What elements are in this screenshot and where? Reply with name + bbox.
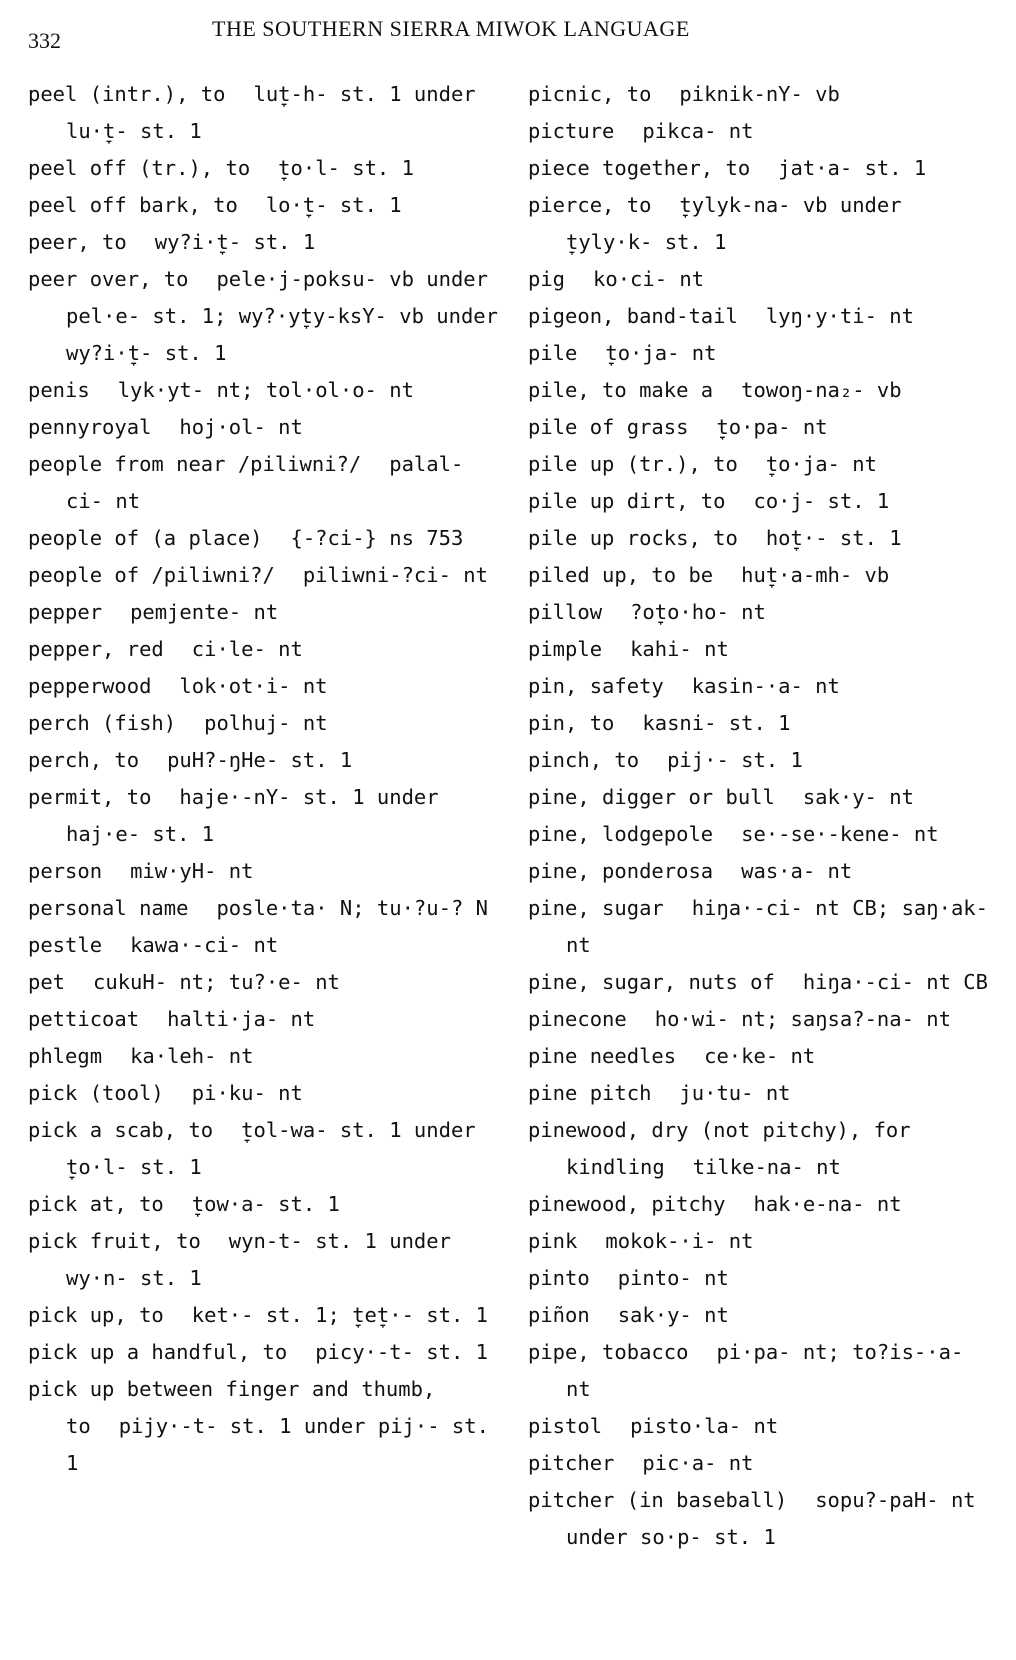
entry-definition: ka·leh- nt: [130, 1044, 254, 1068]
entry-headword: pimple: [528, 637, 603, 661]
entry-definition: halti·ja- nt: [167, 1007, 316, 1031]
entry-definition: kawa·-ci- nt: [130, 933, 279, 957]
entry-definition: pij·- st. 1: [667, 748, 803, 772]
entry-definition: kahi- nt: [630, 637, 729, 661]
dictionary-entry: [528, 446, 1000, 483]
entry-definition: pemjente- nt: [130, 600, 279, 624]
entry-headword: pine, sugar, nuts of: [528, 970, 775, 994]
dictionary-entry: [28, 520, 500, 557]
entry-headword: pick a scab, to: [28, 1118, 214, 1142]
dictionary-entry: [528, 1297, 1000, 1334]
entry-headword: pick fruit, to: [28, 1229, 201, 1253]
dictionary-entry: [528, 594, 1000, 631]
entry-definition: ?ot̞o·ho- nt: [630, 600, 766, 624]
entry-headword: phlegm: [28, 1044, 103, 1068]
entry-headword: pile: [528, 341, 578, 365]
entry-definition: posle·ta· N; tu·?u-? N: [216, 896, 488, 920]
entry-headword: picture: [528, 119, 615, 143]
entry-definition: lo·t̞- st. 1: [265, 193, 402, 217]
dictionary-entry: [528, 1445, 1000, 1482]
dictionary-entry: [528, 113, 1000, 150]
dictionary-entry: [28, 76, 500, 150]
entry-headword: permit, to: [28, 785, 152, 809]
dictionary-entry: [528, 76, 1000, 113]
entry-headword: personal name: [28, 896, 189, 920]
entry-definition: pijy·-t- st. 1 under pij·- st. 1: [66, 1414, 489, 1475]
entry-headword: penis: [28, 378, 90, 402]
dictionary-entry: [28, 150, 500, 187]
entry-definition: pinto- nt: [617, 1266, 729, 1290]
entry-headword: pet: [28, 970, 66, 994]
dictionary-entry: [528, 557, 1000, 594]
entry-headword: pinecone: [528, 1007, 627, 1031]
entry-definition: piknik-nY- vb: [679, 82, 840, 106]
entry-definition: pisto·la- nt: [630, 1414, 779, 1438]
entry-definition: ket·- st. 1; t̞et̞·- st. 1: [191, 1303, 488, 1327]
entry-headword: pitcher (in baseball): [528, 1488, 788, 1512]
entry-definition: ce·ke- nt: [704, 1044, 816, 1068]
dictionary-entry: [28, 261, 500, 372]
dictionary-entry: [528, 1408, 1000, 1445]
entry-headword: piñon: [528, 1303, 590, 1327]
entry-definition: t̞ylyk-na- vb under t̞yly·k- st. 1: [566, 193, 902, 254]
entry-definition: towoŋ-na₂- vb: [741, 378, 902, 402]
entry-definition: sopu?-paH- nt under so·p- st. 1: [566, 1488, 976, 1549]
dictionary-entry: [28, 224, 500, 261]
entry-definition: mokok-·i- nt: [605, 1229, 754, 1253]
dictionary-entry: [528, 853, 1000, 890]
entry-headword: pinewood, dry (not pitchy), for kindling: [528, 1118, 911, 1179]
dictionary-entry: [28, 668, 500, 705]
entry-headword: pine pitch: [528, 1081, 652, 1105]
entry-headword: pile up dirt, to: [528, 489, 726, 513]
entry-definition: miw·yH- nt: [130, 859, 254, 883]
dictionary-entry: [28, 1112, 500, 1186]
entry-definition: haje·-nY- st. 1 under haj·e- st. 1: [66, 785, 439, 846]
entry-definition: hiŋa·-ci- nt CB: [802, 970, 988, 994]
dictionary-entry: [528, 1186, 1000, 1223]
dictionary-entry: [528, 816, 1000, 853]
running-head: THE SOUTHERN SIERRA MIWOK LANGUAGE: [212, 16, 690, 41]
entry-definition: hak·e-na- nt: [753, 1192, 902, 1216]
entry-headword: pestle: [28, 933, 103, 957]
dictionary-entry: [28, 1038, 500, 1075]
dictionary-entry: [528, 779, 1000, 816]
entry-headword: pick up a handful, to: [28, 1340, 288, 1364]
dictionary-entry: [528, 150, 1000, 187]
dictionary-entry: [28, 742, 500, 779]
entry-headword: piece together, to: [528, 156, 751, 180]
dictionary-entry: [528, 1075, 1000, 1112]
dictionary-entry: [528, 1112, 1000, 1186]
dictionary-entry: [528, 261, 1000, 298]
dictionary-entry: [528, 1260, 1000, 1297]
dictionary-entry: [528, 298, 1000, 335]
entry-headword: pile up rocks, to: [528, 526, 738, 550]
entry-definition: hut̞·a-mh- vb: [741, 563, 890, 587]
entry-headword: peel off (tr.), to: [28, 156, 251, 180]
dictionary-entry: [528, 1223, 1000, 1260]
entry-headword: peer, to: [28, 230, 127, 254]
entry-headword: people of /piliwni?/: [28, 563, 275, 587]
dictionary-entry: [28, 631, 500, 668]
entry-headword: petticoat: [28, 1007, 140, 1031]
dictionary-entry: [528, 335, 1000, 372]
dictionary-entry: [528, 372, 1000, 409]
entry-definition: t̞o·pa- nt: [716, 415, 828, 439]
entry-definition: palal-ci- nt: [66, 452, 464, 513]
entry-headword: perch (fish): [28, 711, 177, 735]
entry-definition: lyŋ·y·ti- nt: [765, 304, 914, 328]
entry-headword: pierce, to: [528, 193, 652, 217]
entry-definition: hot̞·- st. 1: [765, 526, 902, 550]
entry-headword: pepperwood: [28, 674, 152, 698]
entry-definition: se·-se·-kene- nt: [741, 822, 939, 846]
entry-headword: pine, digger or bull: [528, 785, 775, 809]
entry-definition: pi·pa- nt; to?is-·a- nt: [566, 1340, 964, 1401]
entry-definition: ci·le- nt: [191, 637, 303, 661]
entry-definition: hiŋa·-ci- nt CB; saŋ·ak- nt: [566, 896, 988, 957]
entry-headword: perch, to: [28, 748, 140, 772]
dictionary-entry: [528, 1482, 1000, 1556]
entry-headword: people from near /piliwni?/: [28, 452, 362, 476]
entry-headword: person: [28, 859, 103, 883]
dictionary-entry: [28, 964, 500, 1001]
entry-definition: cukuH- nt; tu?·e- nt: [93, 970, 340, 994]
entry-headword: picnic, to: [528, 82, 652, 106]
dictionary-entry: [28, 557, 500, 594]
dictionary-entry: [528, 890, 1000, 964]
entry-headword: people of (a place): [28, 526, 263, 550]
entry-headword: pine, sugar: [528, 896, 664, 920]
entry-headword: pick up, to: [28, 1303, 164, 1327]
dictionary-entry: [28, 1297, 500, 1334]
entry-headword: pinch, to: [528, 748, 640, 772]
dictionary-entry: [528, 483, 1000, 520]
entry-definition: lyk·yt- nt; tol·ol·o- nt: [117, 378, 414, 402]
entry-headword: piled up, to be: [528, 563, 714, 587]
entry-headword: peer over, to: [28, 267, 189, 291]
entry-definition: was·a- nt: [741, 859, 853, 883]
dictionary-entry: [528, 1001, 1000, 1038]
entry-headword: pig: [528, 267, 566, 291]
dictionary-entry: [528, 409, 1000, 446]
entry-headword: pepper: [28, 600, 103, 624]
entry-headword: pinewood, pitchy: [528, 1192, 726, 1216]
dictionary-entry: [28, 1075, 500, 1112]
left-column: [28, 76, 500, 1482]
dictionary-entry: [28, 1334, 500, 1371]
dictionary-entry: [528, 668, 1000, 705]
dictionary-entry: [28, 594, 500, 631]
dictionary-entry: [28, 1001, 500, 1038]
entry-headword: pin, to: [528, 711, 615, 735]
entry-definition: lut̞-h- st. 1 under lu·t̞- st. 1: [66, 82, 476, 143]
entry-definition: kasni- st. 1: [642, 711, 791, 735]
dictionary-entry: [528, 1334, 1000, 1408]
entry-definition: ho·wi- nt; saŋsa?-na- nt: [654, 1007, 951, 1031]
entry-headword: pine, ponderosa: [528, 859, 714, 883]
entry-headword: pick (tool): [28, 1081, 164, 1105]
entry-definition: tilke-na- nt: [692, 1155, 841, 1179]
dictionary-entry: [28, 446, 500, 520]
entry-headword: pine, lodgepole: [528, 822, 714, 846]
entry-definition: pikca- nt: [642, 119, 754, 143]
entry-definition: pi·ku- nt: [191, 1081, 303, 1105]
entry-definition: ju·tu- nt: [679, 1081, 791, 1105]
entry-definition: t̞o·l- st. 1: [278, 156, 414, 180]
entry-definition: pele·j-poksu- vb under pel·e- st. 1; wy?·yt̞y-ksY- vb under wy?i·t̞- st. 1: [66, 267, 498, 365]
page-number: 332: [28, 28, 61, 53]
entry-definition: piliwni-?ci- nt: [302, 563, 488, 587]
entry-headword: pennyroyal: [28, 415, 152, 439]
dictionary-entry: [28, 409, 500, 446]
dictionary-entry: [28, 927, 500, 964]
dictionary-entry: [28, 890, 500, 927]
entry-definition: ko·ci- nt: [593, 267, 705, 291]
entry-headword: pin, safety: [528, 674, 664, 698]
entry-headword: pitcher: [528, 1451, 615, 1475]
entry-definition: t̞o·ja- nt: [605, 341, 717, 365]
entry-headword: pigeon, band-tail: [528, 304, 738, 328]
entry-headword: peel off bark, to: [28, 193, 238, 217]
entry-definition: co·j- st. 1: [753, 489, 890, 513]
entry-headword: pillow: [528, 600, 603, 624]
dictionary-entry: [28, 372, 500, 409]
entry-headword: peel (intr.), to: [28, 82, 226, 106]
dictionary-entry: [528, 705, 1000, 742]
entry-definition: t̞ow·a- st. 1: [191, 1192, 340, 1216]
dictionary-entry: [28, 853, 500, 890]
entry-definition: sak·y- nt: [802, 785, 914, 809]
entry-definition: jat·a- st. 1: [778, 156, 927, 180]
dictionary-entry: [28, 779, 500, 853]
entry-definition: pic·a- nt: [642, 1451, 754, 1475]
entry-definition: picy·-t- st. 1: [315, 1340, 488, 1364]
entry-definition: t̞o·ja- nt: [765, 452, 877, 476]
dictionary-entry: [28, 1371, 500, 1482]
dictionary-entry: [528, 187, 1000, 261]
entry-definition: wyn-t- st. 1 under wy·n- st. 1: [66, 1229, 451, 1290]
dictionary-entry: [28, 1223, 500, 1297]
entry-definition: puH?-ŋHe- st. 1: [167, 748, 353, 772]
entry-headword: pile up (tr.), to: [528, 452, 738, 476]
entry-headword: pile of grass: [528, 415, 689, 439]
entry-headword: pink: [528, 1229, 578, 1253]
right-column: [528, 76, 1000, 1556]
entry-headword: pick up between finger and thumb, to: [28, 1377, 436, 1438]
entry-definition: t̞ol-wa- st. 1 under t̞o·l- st. 1: [66, 1118, 476, 1179]
dictionary-entry: [528, 742, 1000, 779]
dictionary-entry: [28, 1186, 500, 1223]
entry-headword: pick at, to: [28, 1192, 164, 1216]
entry-definition: {-?ci-} ns 753: [290, 526, 464, 550]
entry-definition: polhuj- nt: [204, 711, 328, 735]
dictionary-entry: [28, 187, 500, 224]
entry-headword: pile, to make a: [528, 378, 714, 402]
dictionary-entry: [528, 631, 1000, 668]
entry-headword: pistol: [528, 1414, 603, 1438]
entry-headword: pipe, tobacco: [528, 1340, 689, 1364]
entry-definition: sak·y- nt: [617, 1303, 729, 1327]
dictionary-entry: [528, 1038, 1000, 1075]
entry-headword: pinto: [528, 1266, 590, 1290]
dictionary-entry: [28, 705, 500, 742]
dictionary-entry: [528, 520, 1000, 557]
entry-definition: hoj·ol- nt: [179, 415, 303, 439]
entry-headword: pine needles: [528, 1044, 677, 1068]
entry-definition: wy?i·t̞- st. 1: [154, 230, 316, 254]
entry-headword: pepper, red: [28, 637, 164, 661]
entry-definition: lok·ot·i- nt: [179, 674, 328, 698]
entry-definition: kasin-·a- nt: [691, 674, 840, 698]
dictionary-entry: [528, 964, 1000, 1001]
